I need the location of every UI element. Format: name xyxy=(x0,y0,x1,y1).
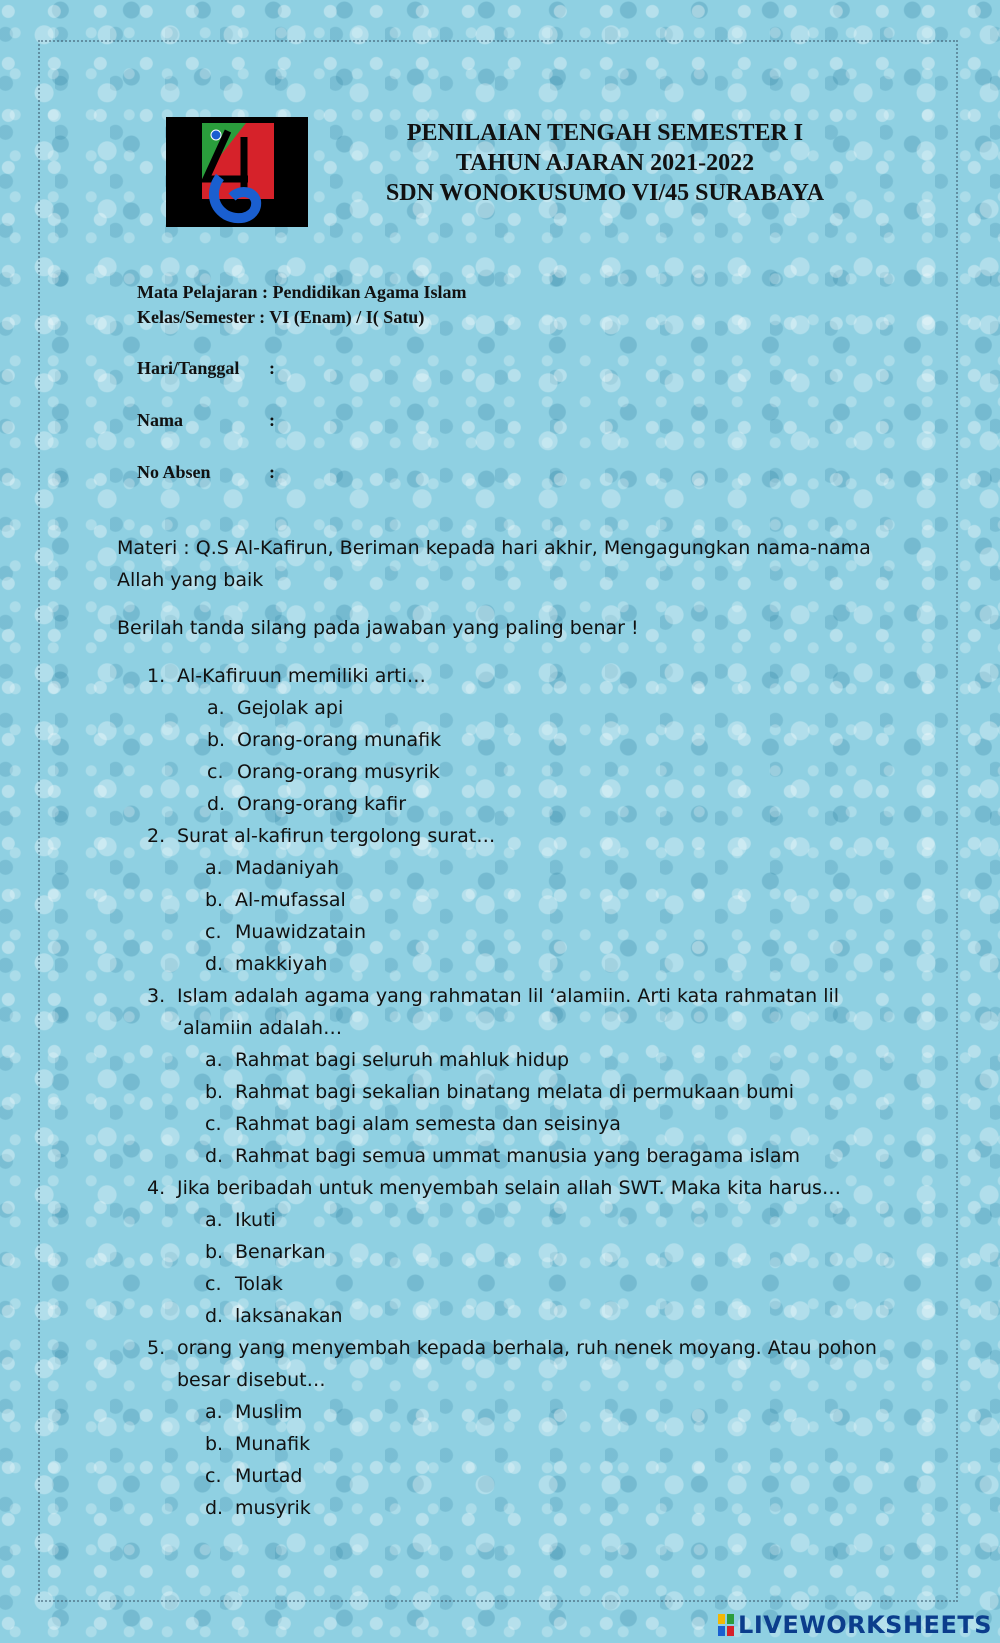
worksheet-body xyxy=(117,532,877,1524)
answer-option[interactable] xyxy=(117,948,877,980)
option-text: Muawidzatain xyxy=(235,921,366,943)
option-letter: a. xyxy=(205,857,223,879)
question-number: 3. xyxy=(147,985,166,1007)
materi-line-2: Allah yang baik xyxy=(117,569,264,591)
option-letter: b. xyxy=(205,1081,224,1103)
exam-header xyxy=(330,118,880,208)
option-letter: c. xyxy=(205,1273,222,1295)
option-letter: d. xyxy=(205,1145,224,1167)
question-text-continued: besar disebut… xyxy=(177,1369,326,1391)
answer-option[interactable] xyxy=(117,1076,877,1108)
option-text: Muslim xyxy=(235,1401,303,1423)
answer-option[interactable] xyxy=(117,1268,877,1300)
answer-option[interactable] xyxy=(117,884,877,916)
option-letter: d. xyxy=(207,793,226,815)
answer-option[interactable] xyxy=(117,788,877,820)
header-school: SDN WONOKUSUMO VI/45 SURABAYA xyxy=(385,180,825,206)
answer-option[interactable] xyxy=(117,692,877,724)
option-text: Munafik xyxy=(235,1433,311,1455)
answer-option[interactable] xyxy=(117,1044,877,1076)
answer-option[interactable] xyxy=(117,1396,877,1428)
option-letter: c. xyxy=(207,761,224,783)
materi-line-1: Materi : Q.S Al-Kafirun, Beriman kepada hari akhir, Mengagungkan nama-nama xyxy=(117,537,871,559)
option-letter: a. xyxy=(207,697,225,719)
question-5 xyxy=(117,1332,877,1364)
answer-option[interactable] xyxy=(117,916,877,948)
option-text: musyrik xyxy=(235,1497,311,1519)
header-title: PENILAIAN TENGAH SEMESTER I xyxy=(406,120,804,146)
option-text: Tolak xyxy=(235,1273,283,1295)
answer-option[interactable] xyxy=(117,1236,877,1268)
answer-option[interactable] xyxy=(117,1204,877,1236)
option-letter: a. xyxy=(205,1049,223,1071)
name-label: Nama xyxy=(137,410,183,430)
answer-option[interactable] xyxy=(117,852,877,884)
option-text: Rahmat bagi sekalian binatang melata di permukaan bumi xyxy=(235,1081,794,1103)
option-letter: c. xyxy=(205,921,222,943)
name-field[interactable] xyxy=(137,408,275,432)
option-letter: c. xyxy=(205,1113,222,1135)
absen-colon: : xyxy=(269,462,275,482)
liveworksheets-brand xyxy=(718,1611,992,1637)
question-list xyxy=(117,660,877,1524)
answer-option[interactable] xyxy=(117,1300,877,1332)
absen-field[interactable] xyxy=(137,460,275,484)
question-text-continued: ‘alamiin adalah… xyxy=(177,1017,343,1039)
option-letter: c. xyxy=(205,1465,222,1487)
question-number: 1. xyxy=(147,665,166,687)
question-number: 4. xyxy=(147,1177,166,1199)
liveworksheets-logo-icon xyxy=(718,1614,734,1636)
brand-text: LIVEWORKSHEETS xyxy=(738,1611,992,1639)
instruction: Berilah tanda silang pada jawaban yang paling benar ! xyxy=(117,617,639,639)
school-logo xyxy=(166,117,308,227)
option-text: makkiyah xyxy=(235,953,328,975)
answer-option[interactable] xyxy=(117,1460,877,1492)
option-letter: d. xyxy=(205,1497,224,1519)
option-text: Madaniyah xyxy=(235,857,339,879)
option-letter: d. xyxy=(205,1305,224,1327)
option-text: laksanakan xyxy=(235,1305,343,1327)
answer-option[interactable] xyxy=(117,1492,877,1524)
question-2 xyxy=(117,820,877,852)
answer-option[interactable] xyxy=(117,1140,877,1172)
option-letter: a. xyxy=(205,1401,223,1423)
option-text: Rahmat bagi seluruh mahluk hidup xyxy=(235,1049,570,1071)
question-3 xyxy=(117,980,877,1012)
option-letter: a. xyxy=(205,1209,223,1231)
question-text: Al-Kafiruun memiliki arti… xyxy=(177,665,426,687)
question-text: Surat al-kafirun tergolong surat… xyxy=(177,825,496,847)
question-4 xyxy=(117,1172,877,1204)
absen-label: No Absen xyxy=(137,462,211,482)
answer-option[interactable] xyxy=(117,724,877,756)
option-letter: b. xyxy=(207,729,226,751)
option-letter: b. xyxy=(205,1433,224,1455)
question-text: Islam adalah agama yang rahmatan lil ‘alamiin. Arti kata rahmatan lil xyxy=(177,985,840,1007)
question-text: Jika beribadah untuk menyembah selain allah SWT. Maka kita harus… xyxy=(177,1177,841,1199)
date-colon: : xyxy=(269,358,275,378)
answer-option[interactable] xyxy=(117,1108,877,1140)
option-text: Orang-orang musyrik xyxy=(237,761,440,783)
option-text: Orang-orang kafir xyxy=(237,793,407,815)
date-field[interactable] xyxy=(137,356,275,380)
answer-option[interactable] xyxy=(117,1428,877,1460)
class-line: Kelas/Semester : VI (Enam) / I( Satu) xyxy=(137,307,425,327)
option-text: Al-mufassal xyxy=(235,889,346,911)
name-colon: : xyxy=(269,410,275,430)
subject-line: Mata Pelajaran : Pendidikan Agama Islam xyxy=(137,282,467,302)
question-1 xyxy=(117,660,877,692)
option-text: Gejolak api xyxy=(237,697,344,719)
option-text: Benarkan xyxy=(235,1241,326,1263)
option-letter: b. xyxy=(205,889,224,911)
date-label: Hari/Tanggal xyxy=(137,358,240,378)
option-text: Murtad xyxy=(235,1465,303,1487)
question-text: orang yang menyembah kepada berhala, ruh nenek moyang. Atau pohon xyxy=(177,1337,877,1359)
question-number: 2. xyxy=(147,825,166,847)
option-text: Ikuti xyxy=(235,1209,276,1231)
answer-option[interactable] xyxy=(117,756,877,788)
option-text: Rahmat bagi alam semesta dan seisinya xyxy=(235,1113,621,1135)
option-text: Rahmat bagi semua ummat manusia yang beragama islam xyxy=(235,1145,801,1167)
header-year: TAHUN AJARAN 2021-2022 xyxy=(455,150,755,176)
option-text: Orang-orang munafik xyxy=(237,729,442,751)
option-letter: b. xyxy=(205,1241,224,1263)
question-number: 5. xyxy=(147,1337,166,1359)
option-letter: d. xyxy=(205,953,224,975)
